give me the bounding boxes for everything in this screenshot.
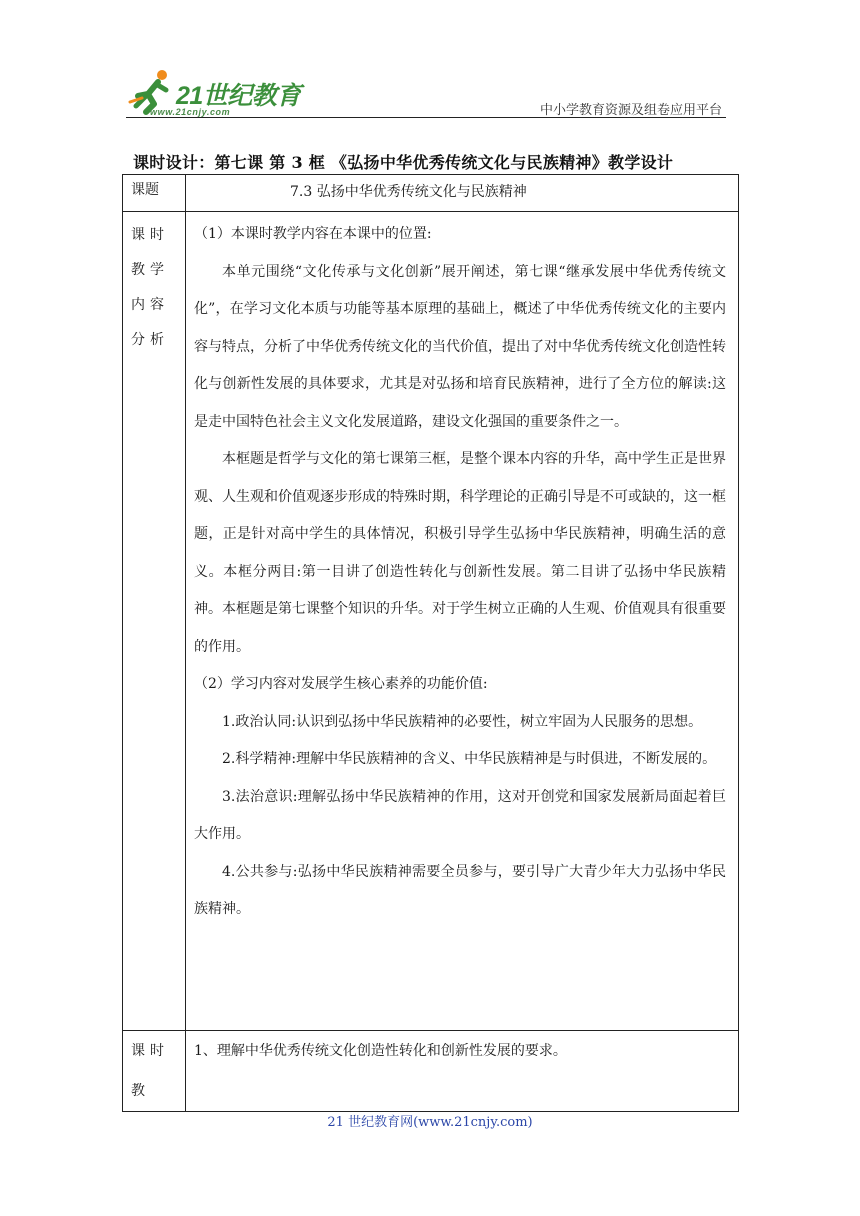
analysis-content xyxy=(186,212,738,929)
lesson-design-table xyxy=(122,174,739,1112)
analysis-label-cell xyxy=(123,212,186,1031)
table-row-analysis xyxy=(123,212,739,1031)
topic-label: 课题 xyxy=(131,182,159,198)
logo-url: www.21cnjy.com xyxy=(150,107,231,117)
header-slogan: 中小学教育资源及组卷应用平台 xyxy=(539,103,722,118)
header-divider xyxy=(126,117,726,118)
section1-heading: （1）本课时教学内容在本课中的位置: xyxy=(194,226,432,242)
core-literacy-item: 1.政治认同:认识到弘扬中华民族精神的必要性，树立牢固为人民服务的思想。 xyxy=(222,713,703,730)
section1-paragraph-1: 本单元围绕“文化传承与文化创新”展开阐述，第七课“继承发展中华优秀传统文化”，在学习文化本质与功能等基本原理的基础上，概述了中华优秀传统文化的主要内容与特点，分析了中华优秀传统文化的当代价值，提出了对中华优秀传统文化创造性转化与创新性发展的具体要求，尤其是对弘扬和培育民族精神，进行了全方位的解读:这是走中国特色社会主义文化发展道路，建设文化强国的重要条件之一。 xyxy=(194,263,726,430)
core-literacy-item: 3.法治意识:理解弘扬中华民族精神的作用，这对开创党和国家发展新局面起着巨大作用。 xyxy=(194,788,726,842)
analysis-content-cell xyxy=(186,212,739,1031)
analysis-label: 课时教学内容分析 xyxy=(131,227,169,348)
document-title: 课时设计：第七课 第 3 框 《弘扬中华优秀传统文化与民族精神》教学设计 xyxy=(133,153,674,172)
goal-label-cell xyxy=(123,1031,186,1112)
section1-paragraph-2: 本框题是哲学与文化的第七课第三框，是整个课本内容的升华，高中学生正是世界观、人生观和价值观逐步形成的特殊时期，科学理论的正确引导是不可或缺的，这一框题，正是针对高中学生的具体情况，积极引导学生弘扬中华民族精神，明确生活的意义。本框分两目:第一目讲了创造性转化与创新性发展。第二目讲了弘扬中华民族精神。本框题是第七课整个知识的升华。对于学生树立正确的人生观、价值观具有很重要的作用。 xyxy=(194,451,726,655)
site-logo[interactable] xyxy=(128,68,301,120)
table-row-goal xyxy=(123,1031,739,1112)
footer-link[interactable]: 21 世纪教育网(www.21cnjy.com) xyxy=(327,1115,533,1130)
goal-value: 1、理解中华优秀传统文化创造性转化和创新性发展的要求。 xyxy=(194,1043,567,1059)
section2-heading: （2）学习内容对发展学生核心素养的功能价值: xyxy=(194,676,488,692)
goal-label: 课时教 xyxy=(131,1043,169,1099)
topic-value-cell xyxy=(186,175,739,212)
table-row-topic xyxy=(123,175,739,212)
core-literacy-item: 4.公共参与:弘扬中华民族精神需要全员参与，要引导广大青少年大力弘扬中华民族精神。 xyxy=(194,863,726,917)
topic-value: 7.3 弘扬中华优秀传统文化与民族精神 xyxy=(290,184,527,200)
logo-text: 21世纪教育 xyxy=(176,82,301,110)
core-literacy-item: 2.科学精神:理解中华民族精神的含义、中华民族精神是与时俱进，不断发展的。 xyxy=(222,751,717,767)
topic-label-cell xyxy=(123,175,186,212)
goal-value-cell xyxy=(186,1031,739,1112)
